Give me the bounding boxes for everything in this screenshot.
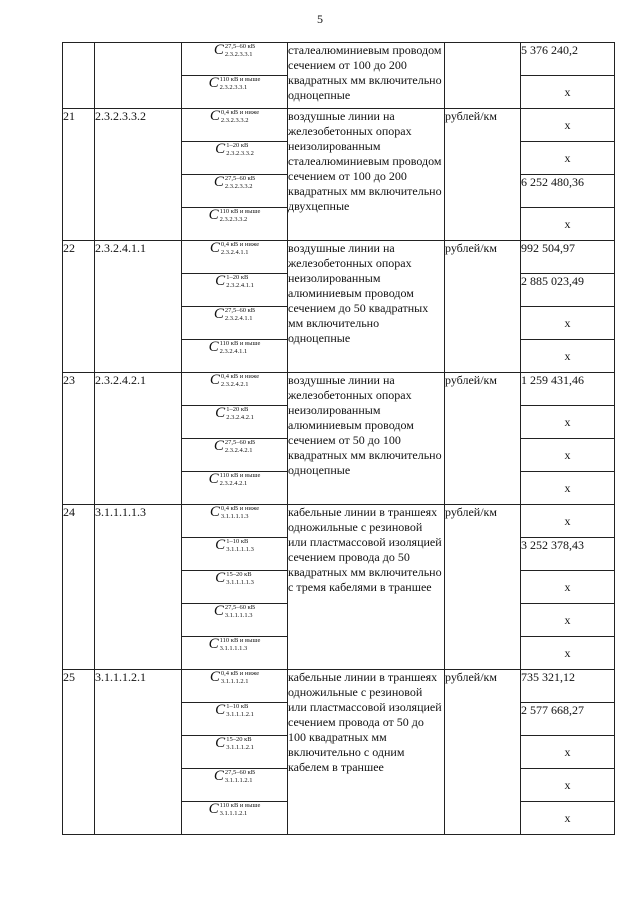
rate-index bbox=[221, 670, 259, 686]
rate-value: x bbox=[521, 307, 615, 340]
rate-index bbox=[220, 802, 261, 818]
rate-code: 3.1.1.1.1.3 bbox=[219, 645, 248, 653]
voltage-class: 15–20 кВ bbox=[226, 736, 252, 744]
rate-code: 3.1.1.1.1.3 bbox=[226, 546, 254, 554]
item-code: 2.3.2.4.2.1 bbox=[95, 373, 182, 505]
rate-value: x bbox=[521, 736, 615, 769]
voltage-class: 27,5–60 кВ bbox=[224, 43, 256, 51]
rate-code: 3.1.1.1.2.1 bbox=[226, 744, 254, 752]
rate-letter: C bbox=[215, 570, 226, 586]
rate-letter: C bbox=[208, 75, 219, 91]
rate-letter: C bbox=[213, 438, 224, 454]
row-number bbox=[63, 43, 95, 109]
item-code: 3.1.1.1.1.3 bbox=[95, 505, 182, 670]
rate-symbol bbox=[182, 604, 288, 637]
rate-symbol bbox=[182, 142, 288, 175]
voltage-class: 0,4 кВ и ниже bbox=[220, 109, 260, 117]
rate-index bbox=[226, 703, 254, 719]
rate-symbol bbox=[182, 505, 288, 538]
rate-symbol bbox=[182, 109, 288, 142]
rate-index bbox=[220, 472, 261, 488]
rate-value: x bbox=[521, 769, 615, 802]
rate-letter: C bbox=[213, 174, 224, 190]
rate-symbol bbox=[182, 736, 288, 769]
voltage-class: 1–20 кВ bbox=[226, 406, 249, 414]
rate-value: x bbox=[521, 406, 615, 439]
rate-code: 2.3.2.4.1.1 bbox=[219, 348, 248, 356]
rate-index bbox=[220, 637, 261, 653]
rate-code: 2.3.2.4.2.1 bbox=[219, 480, 248, 488]
rate-code: 3.1.1.1.2.1 bbox=[226, 711, 254, 719]
voltage-class: 0,4 кВ и ниже bbox=[220, 670, 260, 678]
rate-index bbox=[221, 373, 259, 389]
rate-value: 992 504,97 bbox=[521, 241, 615, 274]
rate-code: 2.3.2.3.3.1 bbox=[224, 51, 253, 59]
rate-letter: C bbox=[213, 768, 224, 784]
rate-letter: C bbox=[215, 405, 226, 421]
rate-letter: C bbox=[208, 636, 219, 652]
rate-symbol bbox=[182, 472, 288, 505]
voltage-class: 110 кВ и выше bbox=[219, 340, 261, 348]
unit-of-measure: рублей/км bbox=[445, 109, 521, 241]
voltage-class: 110 кВ и выше bbox=[219, 637, 261, 645]
rate-symbol bbox=[182, 307, 288, 340]
rate-value: x bbox=[521, 340, 615, 373]
rate-letter: C bbox=[209, 504, 220, 520]
line-description: воздушные линии на железобетонных опорах неизолированным алюминиевым проводом сечением от 50 до 100 квадратных мм включительно одноцепные bbox=[288, 373, 445, 505]
rate-code: 2.3.2.4.1.1 bbox=[224, 315, 253, 323]
rate-symbol bbox=[182, 571, 288, 604]
table-row bbox=[63, 670, 615, 703]
rate-symbol bbox=[182, 703, 288, 736]
rate-symbol bbox=[182, 670, 288, 703]
rate-letter: C bbox=[215, 702, 226, 718]
rate-code: 2.3.2.4.1.1 bbox=[226, 282, 254, 290]
voltage-class: 1–10 кВ bbox=[226, 703, 249, 711]
rate-value: x bbox=[521, 109, 615, 142]
rate-index bbox=[220, 208, 261, 224]
rate-symbol bbox=[182, 43, 288, 76]
voltage-class: 0,4 кВ и ниже bbox=[220, 373, 260, 381]
line-description: воздушные линии на железобетонных опорах неизолированным алюминиевым проводом сечением до 50 квадратных мм включительно одноцепные bbox=[288, 241, 445, 373]
rate-letter: C bbox=[208, 801, 219, 817]
rate-letter: C bbox=[209, 240, 220, 256]
rate-value: x bbox=[521, 802, 615, 835]
row-number: 21 bbox=[63, 109, 95, 241]
voltage-class: 15–20 кВ bbox=[226, 571, 252, 579]
line-description: сталеалюминиевым проводом сечением от 100 до 200 квадратных мм включительно одноцепные bbox=[288, 43, 445, 109]
voltage-class: 1–10 кВ bbox=[226, 538, 249, 546]
rate-index bbox=[225, 43, 255, 59]
rate-code: 2.3.2.3.3.2 bbox=[226, 150, 254, 158]
rate-symbol bbox=[182, 76, 288, 109]
rate-code: 2.3.2.3.3.1 bbox=[219, 84, 248, 92]
rate-index bbox=[220, 76, 261, 92]
rate-letter: C bbox=[213, 42, 224, 58]
rate-letter: C bbox=[215, 735, 226, 751]
rate-index bbox=[225, 307, 255, 323]
rate-code: 3.1.1.1.1.3 bbox=[224, 612, 253, 620]
rate-value: x bbox=[521, 472, 615, 505]
rate-value: 6 252 480,36 bbox=[521, 175, 615, 208]
row-number: 24 bbox=[63, 505, 95, 670]
voltage-class: 1–20 кВ bbox=[226, 274, 249, 282]
rate-index bbox=[221, 241, 259, 257]
rate-code: 2.3.2.3.3.2 bbox=[219, 216, 248, 224]
rate-index bbox=[221, 109, 259, 125]
table-row bbox=[63, 505, 615, 538]
rate-letter: C bbox=[209, 372, 220, 388]
rate-letter: C bbox=[208, 339, 219, 355]
rate-index bbox=[226, 538, 254, 554]
unit-of-measure: рублей/км bbox=[445, 373, 521, 505]
rate-value: x bbox=[521, 142, 615, 175]
row-number: 23 bbox=[63, 373, 95, 505]
rate-index bbox=[225, 769, 255, 785]
rate-code: 2.3.2.4.2.1 bbox=[220, 381, 249, 389]
rate-code: 3.1.1.1.1.3 bbox=[226, 579, 254, 587]
table-row bbox=[63, 241, 615, 274]
rate-value: 735 321,12 bbox=[521, 670, 615, 703]
rate-letter: C bbox=[215, 141, 226, 157]
voltage-class: 27,5–60 кВ bbox=[224, 604, 256, 612]
rate-symbol bbox=[182, 208, 288, 241]
item-code: 2.3.2.4.1.1 bbox=[95, 241, 182, 373]
voltage-class: 110 кВ и выше bbox=[219, 76, 261, 84]
rate-code: 3.1.1.1.2.1 bbox=[224, 777, 253, 785]
rate-symbol bbox=[182, 373, 288, 406]
rate-symbol bbox=[182, 538, 288, 571]
rate-value: x bbox=[521, 637, 615, 670]
voltage-class: 27,5–60 кВ bbox=[224, 439, 256, 447]
tariff-table bbox=[62, 42, 615, 835]
item-code bbox=[95, 43, 182, 109]
rate-index bbox=[225, 439, 255, 455]
rate-code: 2.3.2.3.3.2 bbox=[224, 183, 253, 191]
unit-of-measure: рублей/км bbox=[445, 670, 521, 835]
rate-index bbox=[226, 736, 254, 752]
table-row bbox=[63, 43, 615, 76]
rate-symbol bbox=[182, 340, 288, 373]
line-description: воздушные линии на железобетонных опорах неизолированным сталеалюминиевым проводом сечением от 100 до 200 квадратных мм включительно двухцепные bbox=[288, 109, 445, 241]
rate-value: 5 376 240,2 bbox=[521, 43, 615, 76]
rate-code: 2.3.2.4.2.1 bbox=[224, 447, 253, 455]
rate-value: x bbox=[521, 505, 615, 538]
row-number: 25 bbox=[63, 670, 95, 835]
rate-index bbox=[226, 142, 254, 158]
rate-letter: C bbox=[208, 471, 219, 487]
voltage-class: 27,5–60 кВ bbox=[224, 769, 256, 777]
rate-letter: C bbox=[213, 603, 224, 619]
rate-letter: C bbox=[215, 537, 226, 553]
rate-symbol bbox=[182, 637, 288, 670]
line-description: кабельные линии в траншеях одножильные с резиновой или пластмассовой изоляцией сечением провода до 50 квадратных мм включительно с тремя кабелями в траншее bbox=[288, 505, 445, 670]
rate-code: 3.1.1.1.1.3 bbox=[220, 513, 249, 521]
rate-value: 2 885 023,49 bbox=[521, 274, 615, 307]
rate-symbol bbox=[182, 241, 288, 274]
rate-index bbox=[226, 406, 254, 422]
rate-value: x bbox=[521, 571, 615, 604]
rate-letter: C bbox=[213, 306, 224, 322]
rate-index bbox=[225, 175, 255, 191]
rate-index bbox=[221, 505, 259, 521]
rate-value: x bbox=[521, 208, 615, 241]
rate-code: 2.3.2.4.1.1 bbox=[220, 249, 249, 257]
voltage-class: 1–20 кВ bbox=[226, 142, 249, 150]
rate-value: 3 252 378,43 bbox=[521, 538, 615, 571]
table-row bbox=[63, 373, 615, 406]
rate-code: 2.3.2.3.3.2 bbox=[220, 117, 249, 125]
rate-letter: C bbox=[209, 108, 220, 124]
rate-symbol bbox=[182, 406, 288, 439]
rate-value: x bbox=[521, 76, 615, 109]
rate-index bbox=[220, 340, 261, 356]
voltage-class: 27,5–60 кВ bbox=[224, 175, 256, 183]
rate-index bbox=[226, 571, 254, 587]
voltage-class: 110 кВ и выше bbox=[219, 802, 261, 810]
rate-code: 2.3.2.4.2.1 bbox=[226, 414, 254, 422]
rate-value: x bbox=[521, 604, 615, 637]
voltage-class: 27,5–60 кВ bbox=[224, 307, 256, 315]
rate-symbol bbox=[182, 802, 288, 835]
rate-code: 3.1.1.1.2.1 bbox=[219, 810, 248, 818]
rate-value: 2 577 668,27 bbox=[521, 703, 615, 736]
rate-symbol bbox=[182, 175, 288, 208]
rate-symbol bbox=[182, 439, 288, 472]
unit-of-measure bbox=[445, 43, 521, 109]
rate-symbol bbox=[182, 769, 288, 802]
rate-symbol bbox=[182, 274, 288, 307]
rate-index bbox=[226, 274, 254, 290]
item-code: 2.3.2.3.3.2 bbox=[95, 109, 182, 241]
unit-of-measure: рублей/км bbox=[445, 241, 521, 373]
rate-code: 3.1.1.1.2.1 bbox=[220, 678, 249, 686]
voltage-class: 0,4 кВ и ниже bbox=[220, 241, 260, 249]
rate-value: 1 259 431,46 bbox=[521, 373, 615, 406]
unit-of-measure: рублей/км bbox=[445, 505, 521, 670]
line-description: кабельные линии в траншеях одножильные с резиновой или пластмассовой изоляцией сечением провода от 50 до 100 квадратных мм включительно с одним кабелем в траншее bbox=[288, 670, 445, 835]
voltage-class: 0,4 кВ и ниже bbox=[220, 505, 260, 513]
item-code: 3.1.1.1.2.1 bbox=[95, 670, 182, 835]
row-number: 22 bbox=[63, 241, 95, 373]
rate-letter: C bbox=[208, 207, 219, 223]
table-row bbox=[63, 109, 615, 142]
page-number: 5 bbox=[317, 12, 323, 26]
voltage-class: 110 кВ и выше bbox=[219, 472, 261, 480]
rate-value: x bbox=[521, 439, 615, 472]
rate-index bbox=[225, 604, 255, 620]
voltage-class: 110 кВ и выше bbox=[219, 208, 261, 216]
tariff-table-body bbox=[63, 43, 615, 835]
rate-letter: C bbox=[215, 273, 226, 289]
rate-letter: C bbox=[209, 669, 220, 685]
